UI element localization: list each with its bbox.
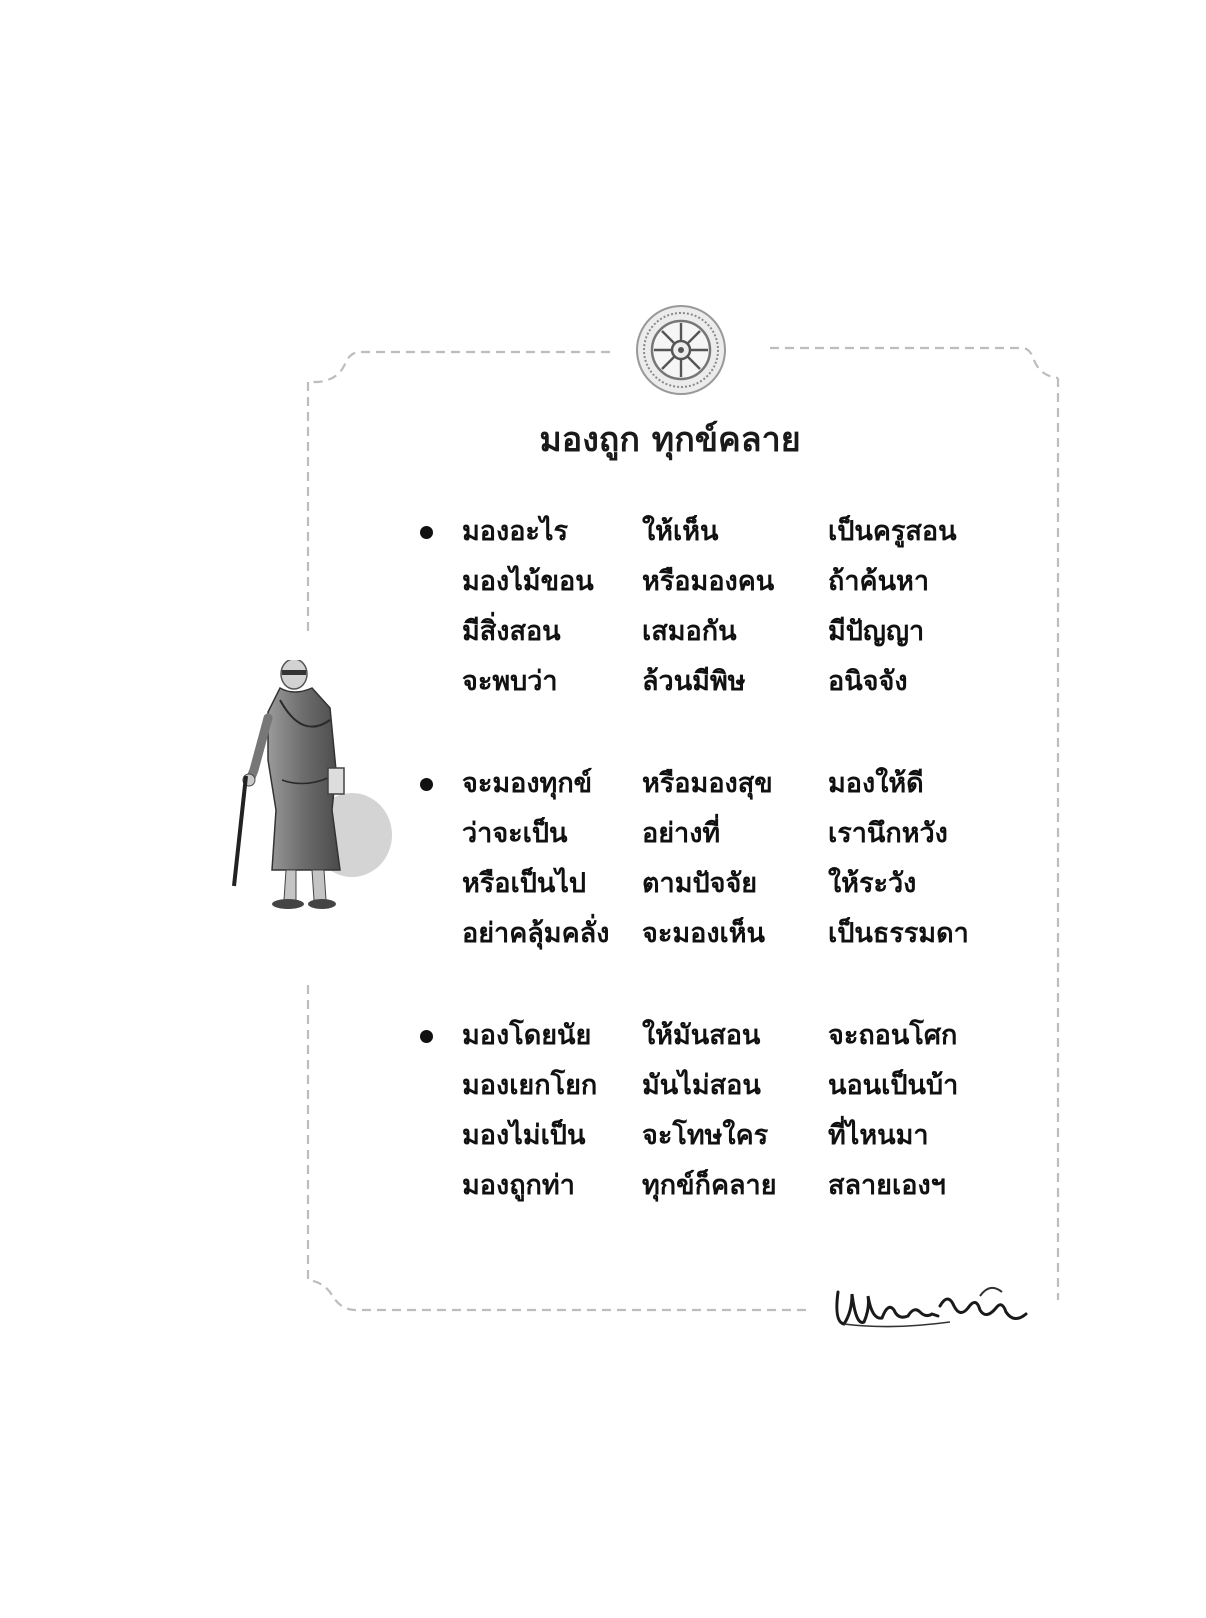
handwritten-signature bbox=[830, 1272, 1030, 1342]
verse-phrase: มองเยกโยก bbox=[462, 1070, 598, 1101]
verse-phrase: ให้ระวัง bbox=[828, 868, 917, 899]
verse-phrase: ให้มันสอน bbox=[642, 1020, 761, 1051]
verse-phrase: มีสิ่งสอน bbox=[462, 616, 561, 647]
signature bbox=[830, 1272, 1030, 1346]
verse-phrase: จะพบว่า bbox=[462, 666, 558, 697]
verse-phrase: อนิจจัง bbox=[828, 666, 908, 697]
poem-line bbox=[420, 1116, 980, 1166]
poem-line bbox=[420, 1016, 980, 1066]
verse-phrase: ล้วนมีพิษ bbox=[642, 666, 746, 697]
verse-phrase: เรานึกหวัง bbox=[828, 818, 948, 849]
verse-phrase: มองถูกท่า bbox=[462, 1170, 575, 1201]
verse-phrase: จะมองเห็น bbox=[642, 918, 766, 949]
verse-phrase: จะโทษใคร bbox=[642, 1120, 769, 1151]
poem-line bbox=[420, 512, 980, 562]
verse-phrase: เป็นธรรมดา bbox=[828, 918, 969, 949]
dharma-wheel-icon bbox=[634, 303, 728, 397]
verse-phrase: หรือเป็นไป bbox=[462, 868, 587, 899]
verse-phrase: มันไม่สอน bbox=[642, 1070, 761, 1101]
verse-phrase: อย่าคลุ้มคลั่ง bbox=[462, 918, 610, 949]
verse-phrase: มองไม้ขอน bbox=[462, 566, 594, 597]
poem-title: มองถูก ทุกข์คลาย bbox=[539, 420, 801, 460]
verse-phrase: ตามปัจจัย bbox=[642, 868, 758, 899]
verse-phrase: จะมองทุกข์ bbox=[462, 768, 593, 799]
poem-line bbox=[420, 562, 980, 612]
verse-phrase: จะถอนโศก bbox=[828, 1020, 958, 1051]
stanza-1 bbox=[420, 512, 980, 712]
stanza-2 bbox=[420, 764, 980, 964]
verse-phrase: มีปัญญา bbox=[828, 616, 925, 647]
poem-line bbox=[420, 914, 980, 964]
verse-phrase: ถ้าค้นหา bbox=[828, 566, 929, 597]
poem-line bbox=[420, 1066, 980, 1116]
stanza-3 bbox=[420, 1016, 980, 1216]
verse-phrase: ให้เห็น bbox=[642, 516, 719, 547]
verse-phrase: ที่ไหนมา bbox=[828, 1120, 929, 1151]
verse-phrase: มองไม่เป็น bbox=[462, 1120, 586, 1151]
monk-portrait-image bbox=[232, 660, 412, 930]
verse-phrase: อย่างที่ bbox=[642, 818, 721, 849]
verse-phrase: มองให้ดี bbox=[828, 768, 924, 799]
poem-line bbox=[420, 1166, 980, 1216]
verse-phrase: เป็นครูสอน bbox=[828, 516, 957, 547]
verse-phrase: หรือมองคน bbox=[642, 566, 775, 597]
poem-line bbox=[420, 612, 980, 662]
poem-line bbox=[420, 662, 980, 712]
verse-phrase: ทุกข์ก็คลาย bbox=[642, 1170, 777, 1201]
poem-line bbox=[420, 864, 980, 914]
poem-line bbox=[420, 764, 980, 814]
verse-phrase: มองอะไร bbox=[462, 516, 568, 547]
verse-phrase: มองโดยนัย bbox=[462, 1020, 592, 1051]
verse-phrase: เสมอกัน bbox=[642, 616, 737, 647]
poem-line bbox=[420, 814, 980, 864]
verse-phrase: ว่าจะเป็น bbox=[462, 818, 568, 849]
verse-phrase: นอนเป็นบ้า bbox=[828, 1070, 959, 1101]
verse-phrase: สลายเองฯ bbox=[828, 1170, 946, 1201]
verse-phrase: หรือมองสุข bbox=[642, 768, 773, 799]
